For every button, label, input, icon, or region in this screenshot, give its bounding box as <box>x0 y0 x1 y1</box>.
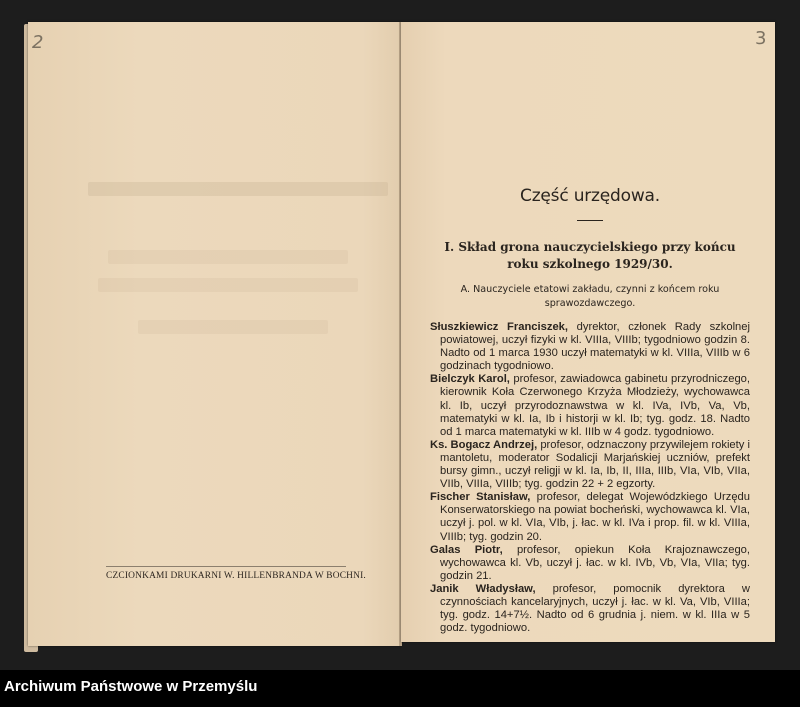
teacher-name: Ks. Bogacz Andrzej, <box>430 438 538 451</box>
teacher-entry <box>430 439 750 491</box>
bleed-through-text <box>98 278 358 292</box>
teacher-name: Galas Piotr, <box>430 543 503 556</box>
right-page-content <box>430 170 750 635</box>
left-page <box>28 22 400 646</box>
teacher-description: profesor, delegat Wojewódzkiego Urzędu Konserwatorskiego na powiat bocheński, wychowawca kl. VIa, uczył j. pol. w kl. VIa, VIb, j. łac. w kl. IVa i prop. fil. w kl. VIIIa, VIIIb; tyg. godzin 20. <box>440 491 750 543</box>
divider <box>577 220 603 221</box>
teacher-description: profesor, opiekun Koła Krajoznawczego, wychowawca kl. Vb, uczył j. łac. w kl. IVb, Vb, VIa, VIIa; tyg. godzin 21. <box>440 543 750 582</box>
bleed-through-text <box>108 250 348 264</box>
archive-footer <box>0 670 800 707</box>
pencil-page-number: 2 <box>32 32 44 53</box>
teacher-entry <box>430 583 750 635</box>
teacher-list <box>430 321 750 635</box>
bleed-through-text <box>138 320 328 334</box>
teacher-description: profesor, zawiadowca gabinetu przyrodniczego, kierownik Koła Czerwonego Krzyża Młodzieży, wychowawca kl. Ib, uczył przyrodoznawstwa w kl. IVa, IVb, Va, Vb, matematyki w kl. Ia, Ib i historji w kl. Ib; tyg. godz. 18. Nadto od 1 marca matematyki w kl. IIIb w 4 godz. tygodniowo. <box>440 373 751 438</box>
teacher-name: Fischer Stanisław, <box>430 491 531 504</box>
teacher-name: Bielczyk Karol, <box>430 373 510 386</box>
printer-imprint: CZCIONKAMI DRUKARNI W. HILLENBRANDA W BOCHNI. <box>106 566 346 581</box>
teacher-name: Słuszkiewicz Franciszek, <box>430 321 568 333</box>
pencil-page-number: 3 <box>755 28 767 49</box>
teacher-description: profesor, pomocnik dyrektora w czynnościach kancelaryjnych, uczył j. łac. w kl. Va, VIb, VIIIa; tyg. godz. 14+7½. Nadto od 6 grudnia j. niem. w kl. IIIa w 5 godz. tygodniowo. <box>440 582 750 635</box>
teacher-entry <box>430 491 750 543</box>
teacher-description: dyrektor, członek Rady szkolnej powiatowej, uczył fizyki w kl. VIIIa, VIIIb; tygodniowo godzin 8. Nadto od 1 marca 1930 uczył matematyki w kl. VIIIa, VIIIb w 6 godzinach tygodniowo. <box>440 321 750 373</box>
bleed-through-text <box>88 182 388 196</box>
section-title: Część urzędowa. <box>520 186 660 206</box>
teacher-entry <box>430 373 750 438</box>
teacher-entry <box>430 321 750 373</box>
teacher-name: Janik Władysław, <box>430 582 536 595</box>
chapter-heading: I. Skład grona nauczycielskiego przy końcu roku szkolnego 1929/30. <box>444 240 736 271</box>
archive-name: Archiwum Państwowe w Przemyślu <box>4 678 258 695</box>
teacher-description: profesor, odznaczony przywilejem rokiety i mantoletu, moderator Sodalicji Marjańskiej uczniów, prefekt bursy gimn., uczył religji w kl. Ia, Ib, II, IIIa, IIIb, VIa, VIb, VIIa, VIIb, VIIIa, VIIIb; tyg. godzin 22 + 2 egzorty. <box>440 438 750 491</box>
teacher-entry <box>430 544 750 583</box>
subsection-heading: A. Nauczyciele etatowi zakładu, czynni z końcem roku sprawozdawczego. <box>460 284 720 309</box>
